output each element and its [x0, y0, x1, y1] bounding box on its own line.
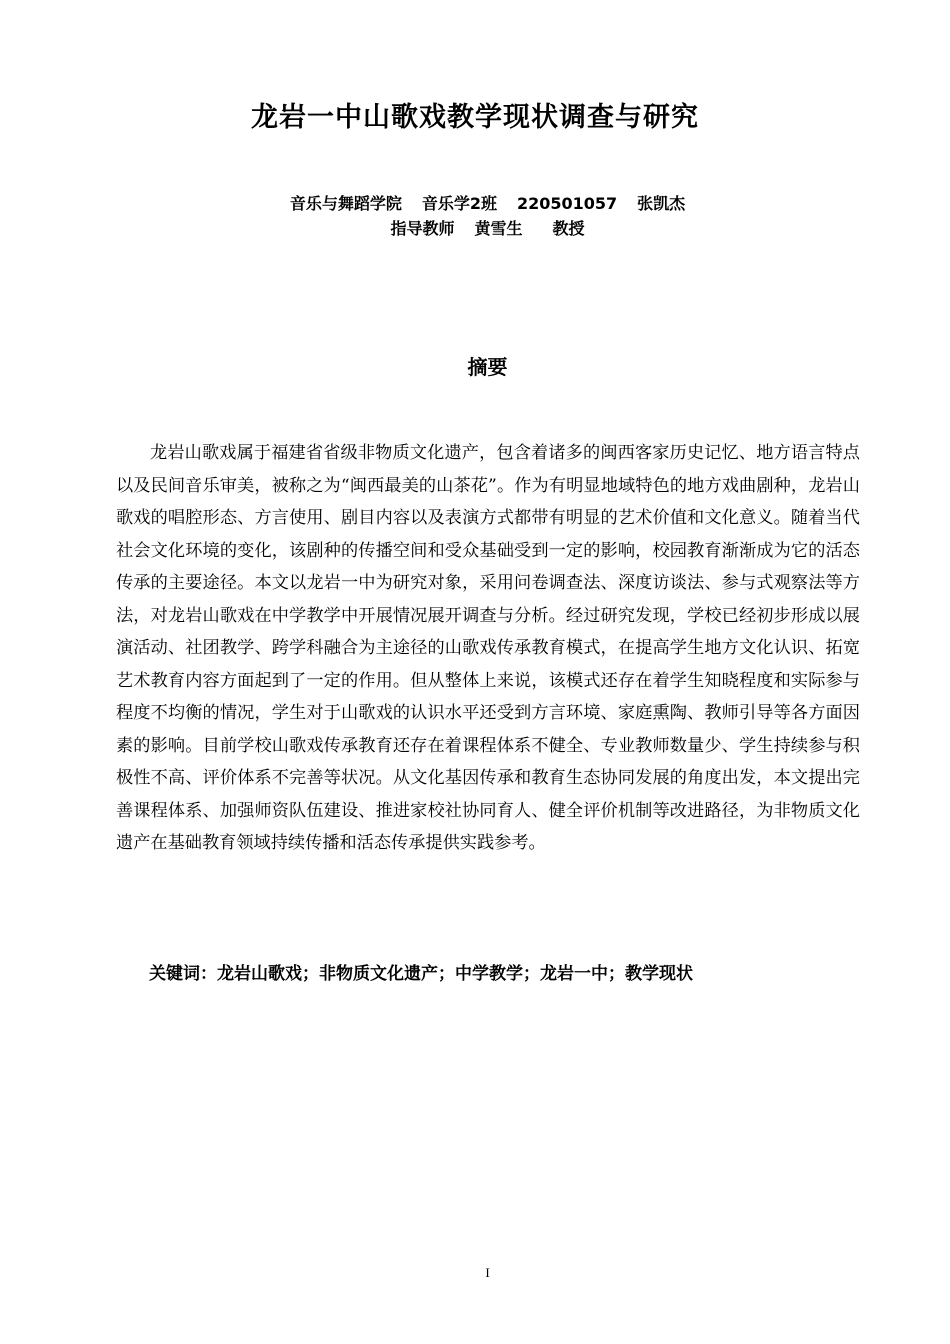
abstract-body: 龙岩山歌戏属于福建省省级非物质文化遗产，包含着诸多的闽西客家历史记忆、地方语言特点以及民间音乐审美，被称之为“闽西最美的山茶花”。作为有明显地域特色的地方戏曲剧种，龙岩山歌戏的唱腔形态、方言使用、剧目内容以及表演方式都带有明显的艺术价值和文化意义。随着当代社会文化环境的变化，该剧种的传播空间和受众基础受到一定的影响，校园教育渐渐成为它的活态传承的主要途径。本文以龙岩一中为研究对象，采用问卷调查法、深度访谈法、参与式观察法等方法，对龙岩山歌戏在中学教学中开展情况展开调查与分析。经过研究发现，学校已经初步形成以展演活动、社团教学、跨学科融合为主途径的山歌戏传承教育模式，在提高学生地方文化认识、拓宽艺术教育内容方面起到了一定的作用。但从整体上来说，该模式还存在着学生知晓程度和实际参与程度不均衡的情况，学生对于山歌戏的认识水平还受到方言环境、家庭熏陶、教师引导等各方面因素的影响。目前学校山歌戏传承教育还存在着课程体系不健全、专业教师数量少、学生持续参与积极性不高、评价体系不完善等状况。从文化基因传承和教育生态协同发展的角度出发，本文提出完善课程体系、加强师资队伍建设、推进家校社协同育人、健全评价机制等改进路径，为非物质文化遗产在基础教育领域持续传播和活态传承提供实践参考。 — [116, 443, 860, 853]
paper-title: 龙岩一中山歌戏教学现状调查与研究 — [251, 102, 699, 133]
author-info — [0, 192, 950, 216]
advisor-info — [0, 217, 950, 241]
advisor-name: 黄雪生 — [474, 219, 523, 238]
author-name: 张凯杰 — [637, 194, 686, 213]
abstract-heading: 摘要 — [467, 355, 508, 379]
keywords-line: 关键词：龙岩山歌戏；非物质文化遗产；中学教学；龙岩一中；教学现状 — [149, 964, 693, 984]
advisor-label: 指导教师 — [390, 219, 455, 238]
author-class: 音乐学2班 — [421, 194, 497, 213]
author-student-id: 220501057 — [516, 194, 618, 213]
author-college: 音乐与舞蹈学院 — [289, 194, 402, 213]
advisor-title: 教授 — [552, 219, 585, 238]
page-number: I — [485, 1265, 490, 1280]
